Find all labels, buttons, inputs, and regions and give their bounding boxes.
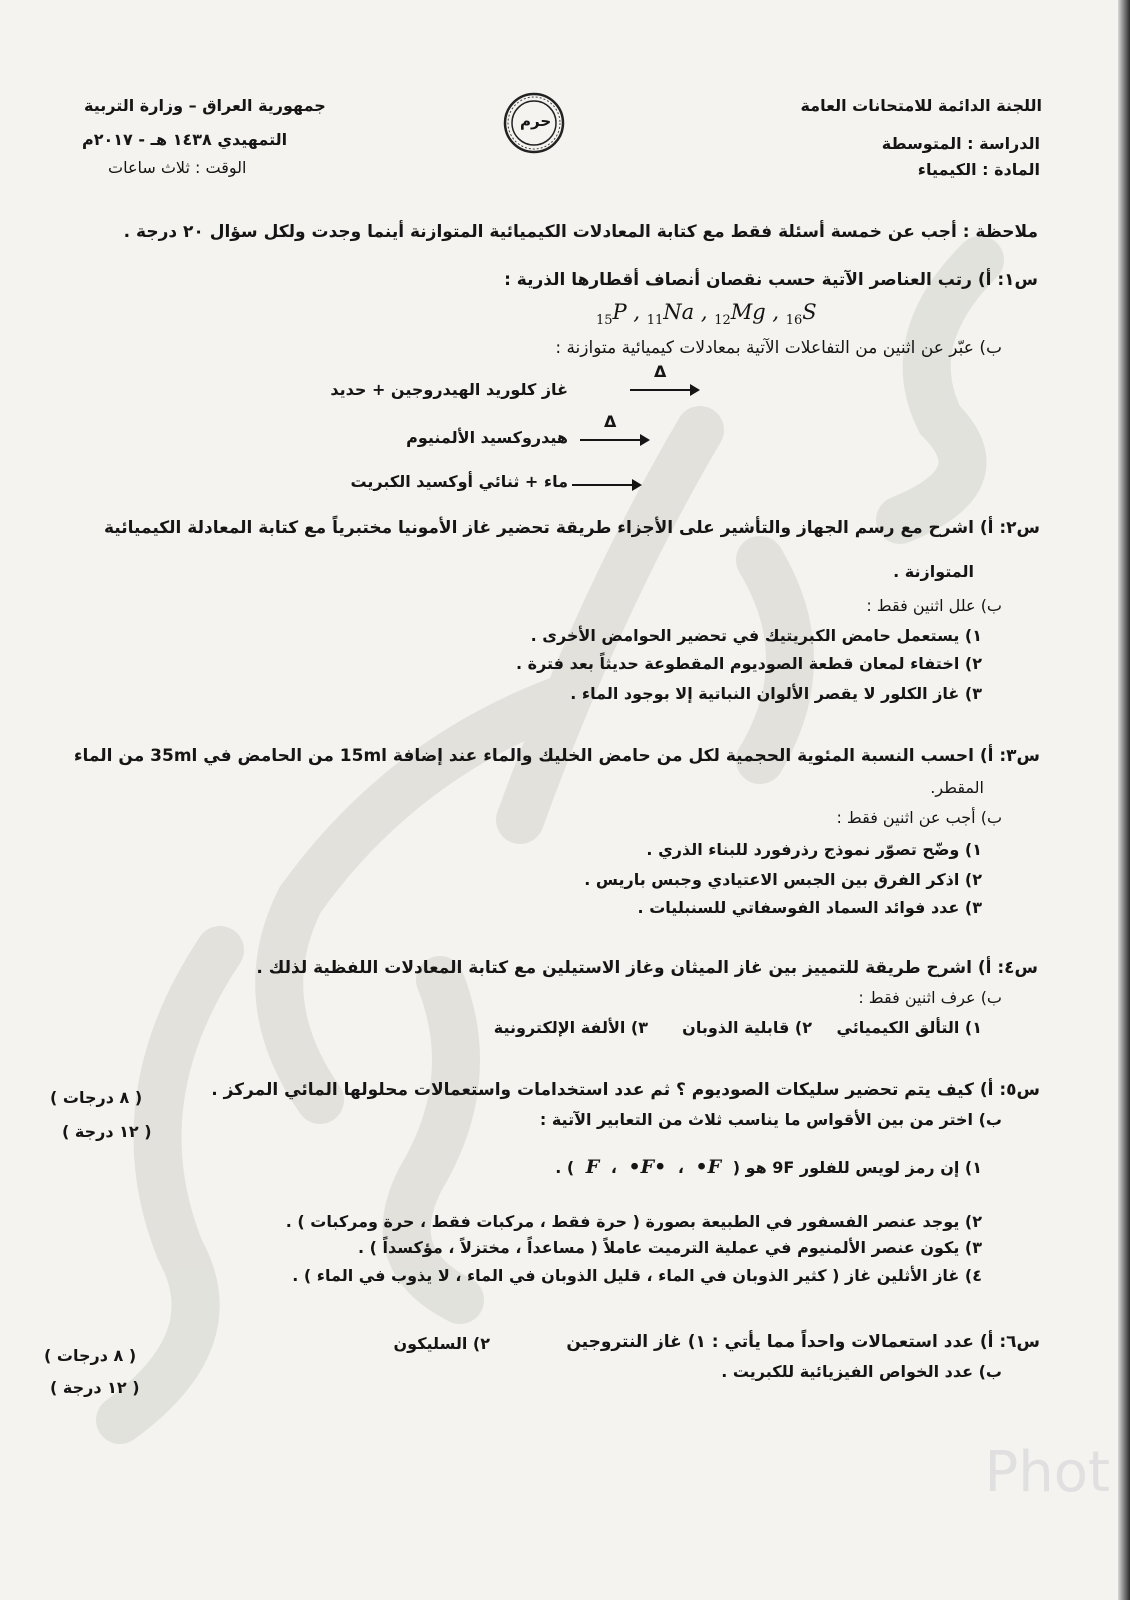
q5-item-4: ٤) غاز الأثلين غاز ( كثير الذوبان في الماء ، قليل الذوبان في الماء ، لا يذوب في الماء ) . <box>292 1266 982 1285</box>
q5-item-1-text: ١) إن رمز لويس للفلور 9F هو ( <box>732 1158 982 1177</box>
q2-item-2: ٢) اختفاء لمعان قطعة الصوديوم المقطوعة حديثاً بعد فترة . <box>515 654 982 673</box>
q3-part-b: ب) أجب عن اثنين فقط : <box>836 808 1002 827</box>
lewis-option-1: F <box>585 1156 600 1178</box>
q5-item-3: ٣) يكون عنصر الألمنيوم في عملية الترميت عاملاً ( مساعداً ، مختزلاً ، مؤكسداً ) . <box>358 1238 982 1257</box>
q5-part-a: س٥: أ) كيف يتم تحضير سليكات الصوديوم ؟ ثم عدد استخدامات واستعمالات محلولها المائي المركز . <box>211 1080 1040 1100</box>
q2-part-a: س٢: أ) اشرح مع رسم الجهاز والتأشير على الأجزاء طريقة تحضير غاز الأمونيا مختبرياً مع كتابة المعادلة الكيميائية <box>104 518 1040 538</box>
q1-part-a: س١: أ) رتب العناصر الآتية حسب نقصان أنصاف أقطارها الذرية : <box>504 270 1038 290</box>
q2-part-a-cont: المتوازنة . <box>893 562 974 581</box>
scan-edge <box>1118 0 1130 1600</box>
q6-marks-b: ( ١٢ درجة ) <box>50 1378 140 1397</box>
exam-time: الوقت : ثلاث ساعات <box>108 158 247 177</box>
q5-item-1: ١) إن رمز لويس للفلور 9F هو ( F ، •F• ، •F ) . <box>555 1156 982 1178</box>
q1-reaction-3 <box>572 473 642 492</box>
q3-part-a: س٣: أ) احسب النسبة المئوية الحجمية لكل من حامض الخليك والماء عند إضافة 15ml من الحامض في 35ml من الماء <box>73 746 1040 766</box>
element-p: $_{15}$P <box>596 300 627 329</box>
q2-item-3: ٣) غاز الكلور لا يقصر الألوان النباتية إلا بوجود الماء . <box>570 684 982 703</box>
q1-reaction-3-text: ماء + ثنائي أوكسيد الكبريت <box>350 472 568 491</box>
q5-item-2: ٢) يوجد عنصر الفسفور في الطبيعة بصورة ( حرة فقط ، مركبات فقط ، حرة ومركبات ) . <box>285 1212 982 1231</box>
study-level: الدراسة : المتوسطة <box>881 134 1040 153</box>
committee-title: اللجنة الدائمة للامتحانات العامة <box>800 96 1042 115</box>
q2-item-1: ١) يستعمل حامض الكبريتيك في تحضير الحوامض الأخرى . <box>530 626 982 645</box>
q1-reaction-2 <box>580 411 650 447</box>
lewis-option-3: •F <box>695 1156 722 1178</box>
q5-marks-b: ( ١٢ درجة ) <box>62 1122 152 1141</box>
q4-item-2: ٢) قابلية الذوبان <box>682 1018 812 1037</box>
q6-part-a: س٦: أ) عدد استعمالات واحداً مما يأتي : ١) غاز النتروجين <box>566 1332 1040 1352</box>
q6-part-b: ب) عدد الخواص الفيزيائية للكبريت . <box>721 1362 1002 1381</box>
seal-text: حرم <box>520 112 552 130</box>
subject: المادة : الكيمياء <box>917 160 1040 179</box>
q1-reaction-1-text: غاز كلوريد الهيدروجين + حديد <box>330 380 568 399</box>
element-s: $_{16}$S <box>785 300 817 329</box>
heat-arrow-icon <box>630 361 700 396</box>
q3-item-2: ٢) اذكر الفرق بين الجبس الاعتيادي وجبس باريس . <box>584 870 982 889</box>
element-na: $_{11}$Na <box>646 300 695 329</box>
q3-item-3: ٣) عدد فوائد السماد الفوسفاتي للسنبليات . <box>637 898 982 917</box>
delta-symbol: Δ <box>654 361 667 381</box>
watermark-text: Phot <box>984 1440 1110 1505</box>
heat-arrow-icon <box>580 411 650 446</box>
lewis-option-2: •F• <box>628 1156 667 1178</box>
delta-symbol: Δ <box>604 411 617 431</box>
q6-part-a-item-2: ٢) السليكون <box>393 1334 490 1353</box>
country-ministry: جمهورية العراق – وزارة التربية <box>84 96 326 115</box>
q1-reaction-2-text: هيدروكسيد الألمنيوم <box>406 428 568 447</box>
q5-part-b: ب) اختر من بين الأقواس ما يناسب ثلاث من التعابير الآتية : <box>539 1110 1002 1129</box>
exam-date: التمهيدي ١٤٣٨ هـ - ٢٠١٧م <box>82 130 288 149</box>
element-mg: $_{12}$Mg <box>714 300 766 329</box>
q6-marks-a: ( ٨ درجات ) <box>44 1346 137 1365</box>
instructions-note: ملاحظة : أجب عن خمسة أسئلة فقط مع كتابة المعادلات الكيميائية المتوازنة أينما وجدت ولكل سؤال ٢٠ درجة . <box>123 222 1038 242</box>
arrow-icon <box>572 477 642 491</box>
q2-part-b: ب) علل اثنين فقط : <box>866 596 1002 615</box>
q4-part-a: س٤: أ) اشرح طريقة للتمييز بين غاز الميثان وغاز الاستيلين مع كتابة المعادلات اللفظية لذلك . <box>256 958 1038 978</box>
ministry-seal <box>503 92 565 154</box>
q3-part-a-cont: المقطر. <box>930 778 984 797</box>
q4-item-3: ٣) الألفة الإلكترونية <box>493 1018 648 1037</box>
q4-part-b: ب) عرف اثنين فقط : <box>858 988 1002 1007</box>
q1-elements: $_{15}$P , $_{11}$Na , $_{12}$Mg , $_{16}$S <box>596 300 817 329</box>
q4-item-1: ١) التألق الكيميائي <box>836 1018 982 1037</box>
q3-item-1: ١) وضّح تصوّر نموذج رذرفورد للبناء الذري . <box>646 840 982 859</box>
q1-part-b: ب) عبّر عن اثنين من التفاعلات الآتية بمعادلات كيميائية متوازنة : <box>555 338 1002 358</box>
q5-marks-a: ( ٨ درجات ) <box>50 1088 143 1107</box>
